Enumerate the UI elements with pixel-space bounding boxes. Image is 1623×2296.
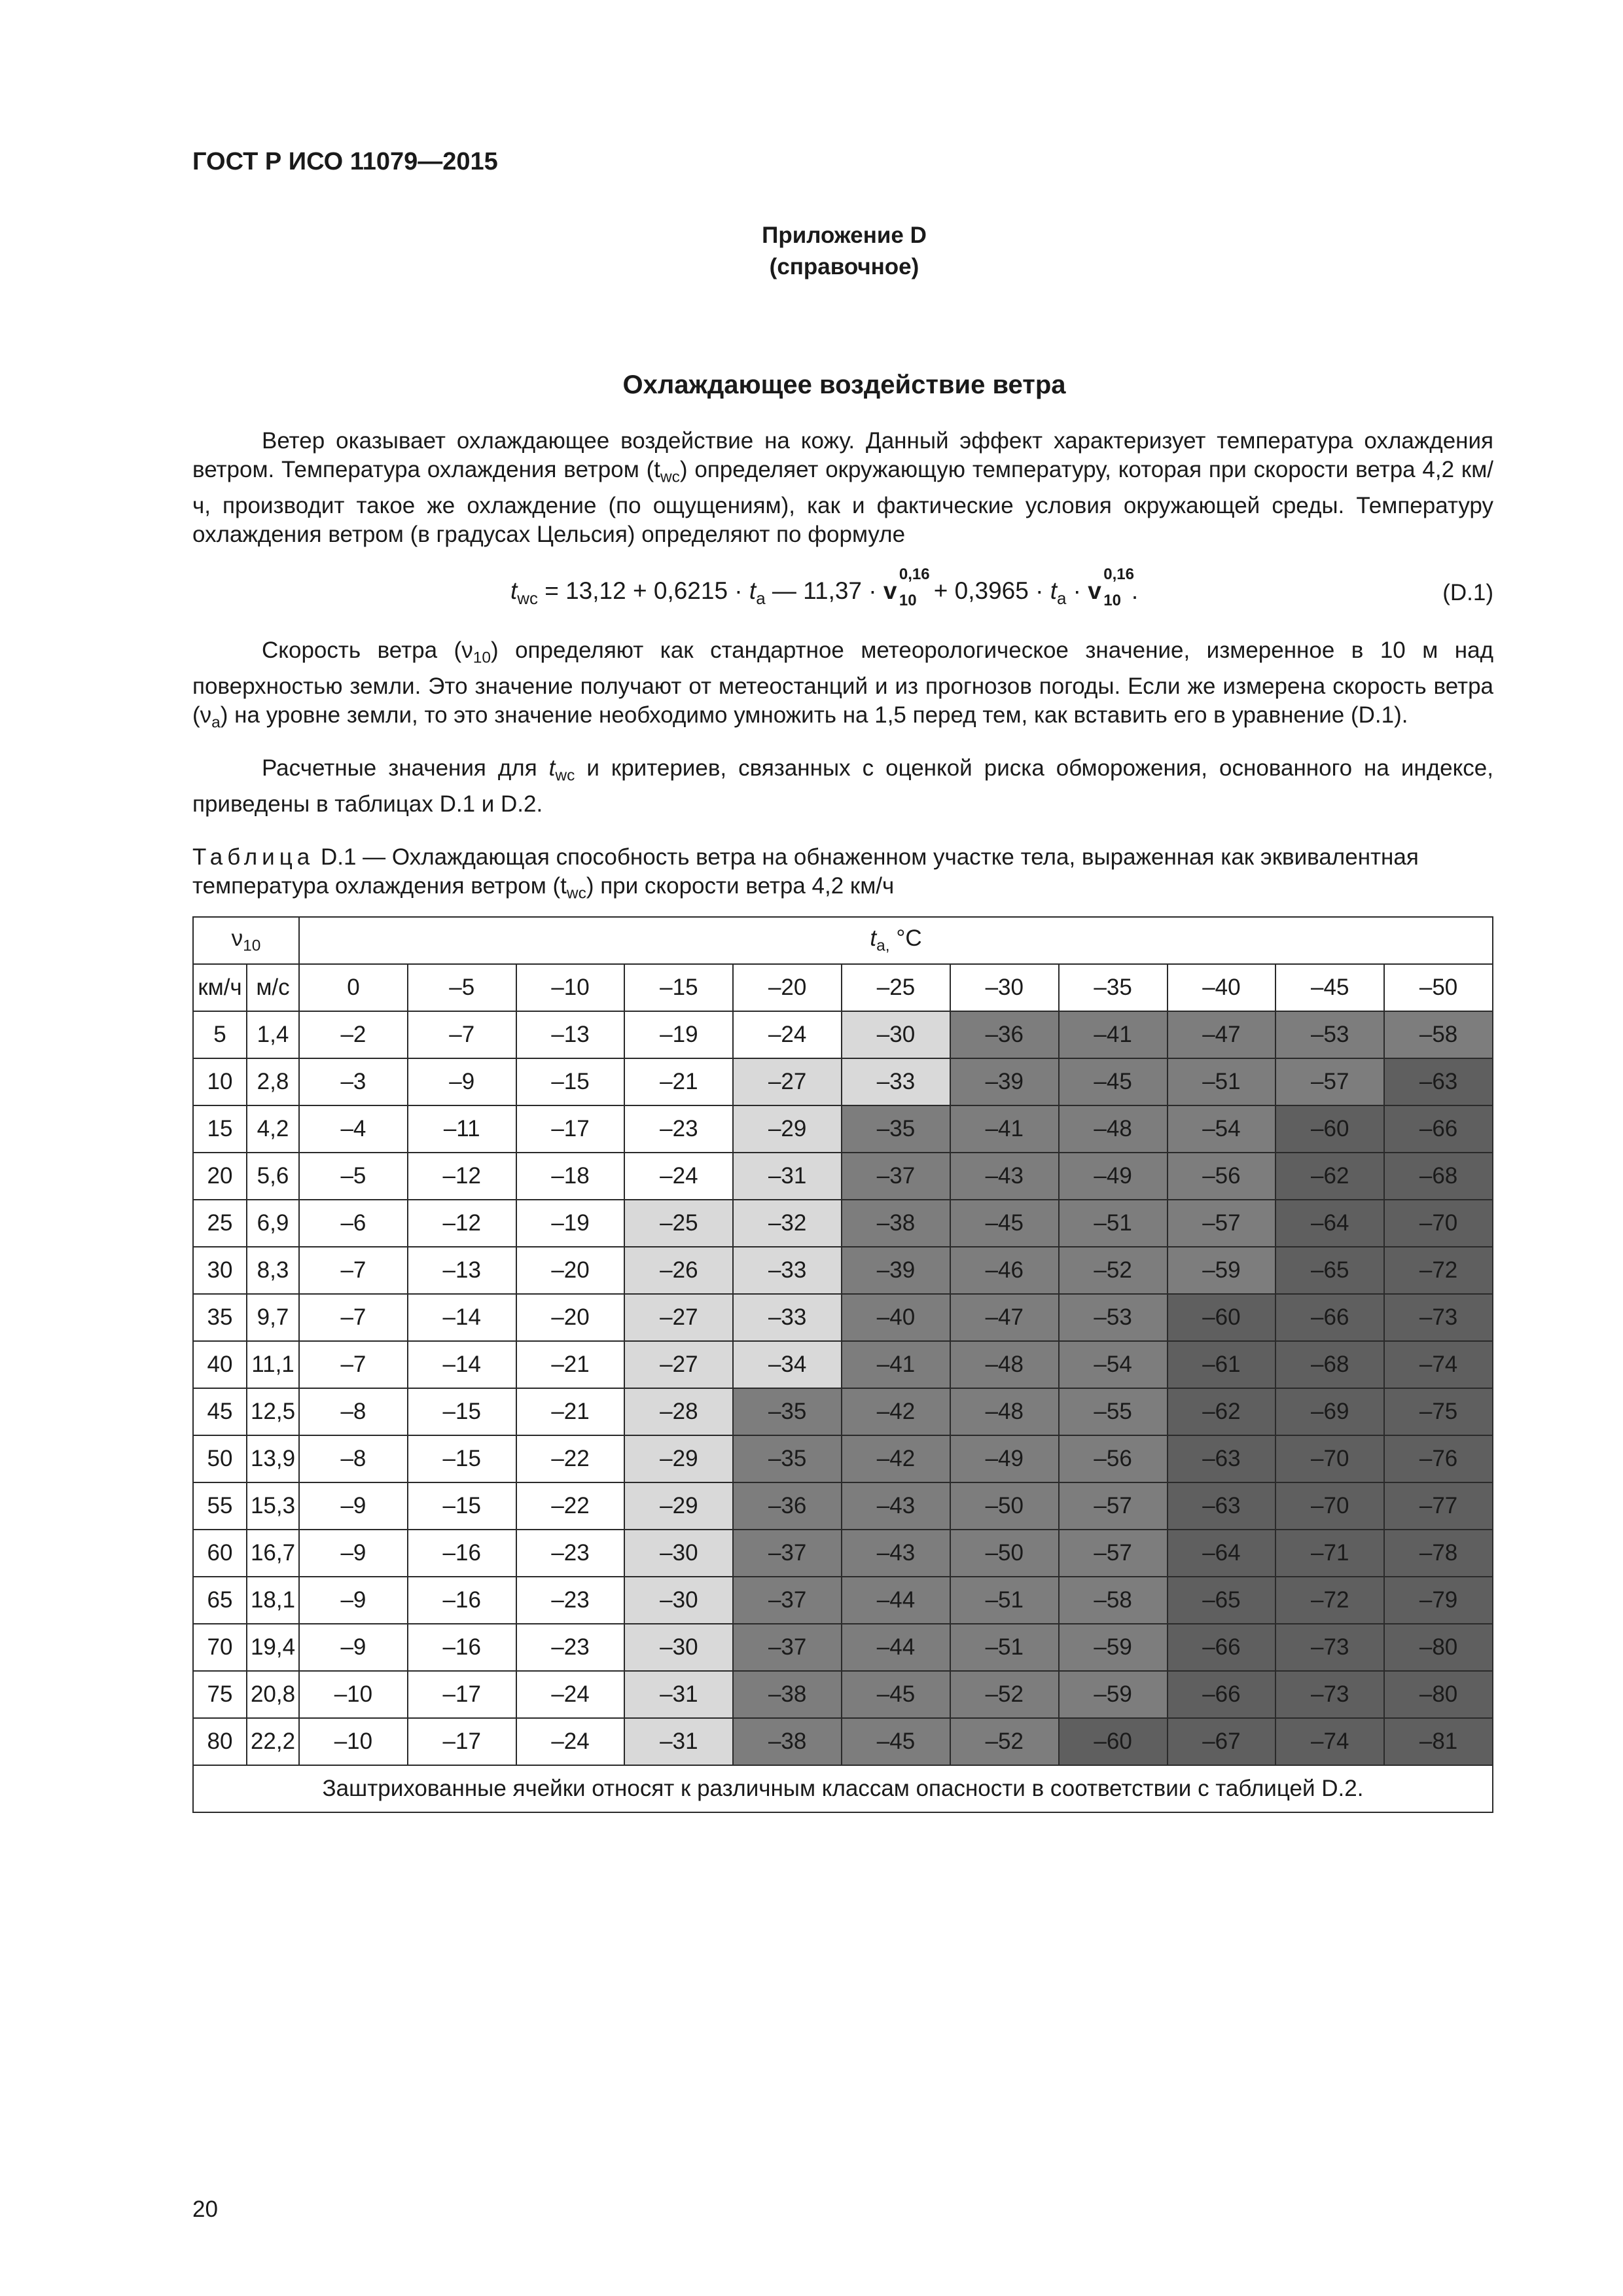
ms-cell: 22,2 (247, 1718, 299, 1765)
ms-cell: 16,7 (247, 1530, 299, 1577)
temp-header: 0 (299, 964, 408, 1011)
table-row (193, 1247, 1493, 1294)
wind-chill-cell: –26 (624, 1247, 733, 1294)
wind-chill-cell: –24 (516, 1718, 625, 1765)
table-row (193, 1482, 1493, 1530)
wind-chill-cell: –21 (516, 1341, 625, 1388)
wind-chill-cell: –47 (950, 1294, 1059, 1341)
wind-chill-cell: –12 (408, 1200, 516, 1247)
kmh-cell: 80 (193, 1718, 247, 1765)
wind-chill-cell: –25 (624, 1200, 733, 1247)
wind-chill-cell: –36 (950, 1011, 1059, 1058)
wind-chill-cell: –54 (1168, 1105, 1276, 1153)
kmh-cell: 60 (193, 1530, 247, 1577)
wind-chill-cell: –15 (408, 1388, 516, 1435)
wind-chill-cell: –31 (624, 1718, 733, 1765)
kmh-cell: 20 (193, 1153, 247, 1200)
wind-chill-cell: –13 (408, 1247, 516, 1294)
wind-chill-cell: –70 (1384, 1200, 1493, 1247)
wind-chill-cell: –40 (842, 1294, 950, 1341)
kmh-cell: 40 (193, 1341, 247, 1388)
wind-chill-cell: –9 (299, 1482, 408, 1530)
wind-chill-cell: –29 (733, 1105, 842, 1153)
ta-header: $t_{a,}$ °C (299, 917, 1493, 964)
ms-cell: 19,4 (247, 1624, 299, 1671)
wind-chill-cell: –70 (1275, 1482, 1384, 1530)
wind-chill-cell: –77 (1384, 1482, 1493, 1530)
wind-chill-cell: –66 (1168, 1671, 1276, 1718)
wind-chill-cell: –43 (842, 1530, 950, 1577)
wind-chill-cell: –27 (624, 1294, 733, 1341)
wind-chill-cell: –72 (1275, 1577, 1384, 1624)
table-header-row (193, 917, 1493, 964)
wind-chill-cell: –9 (408, 1058, 516, 1105)
wind-chill-cell: –51 (950, 1624, 1059, 1671)
wind-chill-cell: –66 (1168, 1624, 1276, 1671)
v10-header: $\nu_{10}$ (193, 917, 299, 964)
wind-chill-cell: –50 (950, 1530, 1059, 1577)
wind-chill-cell: –10 (299, 1718, 408, 1765)
kmh-cell: 75 (193, 1671, 247, 1718)
wind-chill-cell: –4 (299, 1105, 408, 1153)
wind-chill-cell: –37 (733, 1624, 842, 1671)
wind-chill-cell: –23 (624, 1105, 733, 1153)
kmh-cell: 30 (193, 1247, 247, 1294)
wind-chill-cell: –59 (1168, 1247, 1276, 1294)
kmh-cell: 25 (193, 1200, 247, 1247)
wind-chill-cell: –42 (842, 1388, 950, 1435)
wind-chill-cell: –44 (842, 1577, 950, 1624)
wind-chill-table (192, 916, 1493, 1813)
wind-chill-cell: –17 (408, 1718, 516, 1765)
table-row (193, 1388, 1493, 1435)
wind-chill-cell: –57 (1168, 1200, 1276, 1247)
wind-chill-cell: –56 (1059, 1435, 1168, 1482)
wind-chill-cell: –41 (1059, 1011, 1168, 1058)
kmh-header: км/ч (193, 964, 247, 1011)
page-number: 20 (192, 2197, 218, 2222)
kmh-cell: 70 (193, 1624, 247, 1671)
wind-chill-cell: –34 (733, 1341, 842, 1388)
wind-chill-cell: –22 (516, 1482, 625, 1530)
kmh-cell: 45 (193, 1388, 247, 1435)
table-row (193, 1530, 1493, 1577)
ms-cell: 20,8 (247, 1671, 299, 1718)
ms-cell: 8,3 (247, 1247, 299, 1294)
wind-chill-cell: –49 (1059, 1153, 1168, 1200)
wind-chill-cell: –35 (842, 1105, 950, 1153)
wind-chill-cell: –63 (1384, 1058, 1493, 1105)
wind-chill-cell: –57 (1059, 1530, 1168, 1577)
ms-cell: 9,7 (247, 1294, 299, 1341)
wind-chill-cell: –20 (516, 1294, 625, 1341)
wind-chill-cell: –62 (1168, 1388, 1276, 1435)
table-row (193, 1718, 1493, 1765)
wind-chill-cell: –7 (408, 1011, 516, 1058)
wind-chill-cell: –33 (733, 1294, 842, 1341)
ms-cell: 18,1 (247, 1577, 299, 1624)
table-subheader-row (193, 964, 1493, 1011)
ms-cell: 2,8 (247, 1058, 299, 1105)
wind-chill-cell: –62 (1275, 1153, 1384, 1200)
temp-header: –15 (624, 964, 733, 1011)
wind-chill-cell: –52 (950, 1718, 1059, 1765)
table-row (193, 1200, 1493, 1247)
wind-chill-cell: –29 (624, 1435, 733, 1482)
ms-cell: 5,6 (247, 1153, 299, 1200)
temp-header: –20 (733, 964, 842, 1011)
temp-header: –10 (516, 964, 625, 1011)
wind-chill-cell: –50 (950, 1482, 1059, 1530)
kmh-cell: 15 (193, 1105, 247, 1153)
wind-chill-cell: –41 (950, 1105, 1059, 1153)
wind-chill-cell: –16 (408, 1530, 516, 1577)
wind-chill-cell: –29 (624, 1482, 733, 1530)
wind-chill-cell: –70 (1275, 1435, 1384, 1482)
wind-chill-cell: –45 (950, 1200, 1059, 1247)
wind-chill-cell: –30 (624, 1577, 733, 1624)
wind-chill-cell: –48 (1059, 1105, 1168, 1153)
wind-chill-cell: –42 (842, 1435, 950, 1482)
wind-chill-cell: –3 (299, 1058, 408, 1105)
wind-chill-cell: –66 (1275, 1294, 1384, 1341)
wind-chill-cell: –65 (1275, 1247, 1384, 1294)
wind-chill-cell: –9 (299, 1530, 408, 1577)
wind-chill-cell: –71 (1275, 1530, 1384, 1577)
wind-chill-cell: –7 (299, 1247, 408, 1294)
formula-number: (D.1) (1442, 580, 1493, 605)
wind-chill-cell: –73 (1384, 1294, 1493, 1341)
wind-chill-cell: –6 (299, 1200, 408, 1247)
wind-chill-cell: –30 (842, 1011, 950, 1058)
ms-cell: 13,9 (247, 1435, 299, 1482)
wind-chill-cell: –58 (1059, 1577, 1168, 1624)
wind-chill-cell: –73 (1275, 1624, 1384, 1671)
kmh-cell: 5 (193, 1011, 247, 1058)
wind-chill-cell: –47 (1168, 1011, 1276, 1058)
temp-header: –30 (950, 964, 1059, 1011)
wind-chill-cell: –5 (299, 1153, 408, 1200)
kmh-cell: 50 (193, 1435, 247, 1482)
wind-chill-cell: –17 (516, 1105, 625, 1153)
wind-chill-cell: –8 (299, 1388, 408, 1435)
wind-chill-cell: –7 (299, 1341, 408, 1388)
paragraph-calculated-values: Расчетные значения для $t_{wc}$ и критериев, связанных с оценкой риска обморожения, основанного на индексе, приведены в таблицах D.1 и D.2. (192, 755, 1493, 817)
wind-chill-cell: –23 (516, 1577, 625, 1624)
wind-chill-cell: –16 (408, 1577, 516, 1624)
wind-chill-cell: –33 (733, 1247, 842, 1294)
wind-chill-cell: –52 (1059, 1247, 1168, 1294)
wind-chill-cell: –38 (733, 1718, 842, 1765)
wind-chill-cell: –59 (1059, 1671, 1168, 1718)
wind-chill-cell: –78 (1384, 1530, 1493, 1577)
temp-header: –40 (1168, 964, 1276, 1011)
wind-chill-cell: –15 (408, 1482, 516, 1530)
wind-chill-cell: –27 (733, 1058, 842, 1105)
wind-chill-cell: –81 (1384, 1718, 1493, 1765)
wind-chill-cell: –57 (1275, 1058, 1384, 1105)
table-footnote: Заштрихованные ячейки относят к различным классам опасности в соответствии с таблицей D.2. (193, 1765, 1493, 1812)
document-header: ГОСТ Р ИСО 11079—2015 (192, 148, 498, 175)
wind-chill-cell: –31 (733, 1153, 842, 1200)
wind-chill-cell: –23 (516, 1624, 625, 1671)
wind-chill-cell: –63 (1168, 1435, 1276, 1482)
table-footnote-row (193, 1765, 1493, 1812)
wind-chill-cell: –13 (516, 1011, 625, 1058)
wind-chill-cell: –67 (1168, 1718, 1276, 1765)
wind-chill-cell: –30 (624, 1624, 733, 1671)
wind-chill-cell: –63 (1168, 1482, 1276, 1530)
wind-chill-cell: –21 (624, 1058, 733, 1105)
ms-cell: 15,3 (247, 1482, 299, 1530)
wind-chill-cell: –65 (1168, 1577, 1276, 1624)
wind-chill-cell: –27 (624, 1341, 733, 1388)
wind-chill-cell: –28 (624, 1388, 733, 1435)
wind-chill-cell: –60 (1168, 1294, 1276, 1341)
wind-chill-cell: –9 (299, 1624, 408, 1671)
temp-header: –45 (1275, 964, 1384, 1011)
wind-chill-cell: –53 (1059, 1294, 1168, 1341)
wind-chill-cell: –55 (1059, 1388, 1168, 1435)
temp-header: –50 (1384, 964, 1493, 1011)
wind-chill-cell: –39 (842, 1247, 950, 1294)
wind-chill-cell: –38 (842, 1200, 950, 1247)
wind-chill-cell: –75 (1384, 1388, 1493, 1435)
wind-chill-cell: –48 (950, 1341, 1059, 1388)
wind-chill-cell: –66 (1384, 1105, 1493, 1153)
wind-chill-cell: –60 (1275, 1105, 1384, 1153)
wind-chill-cell: –11 (408, 1105, 516, 1153)
paragraph-wind-speed: Скорость ветра $(\nu_{10})$ определяют как стандартное метеорологическое значение, измеренное в 10 м над поверхностью земли. Это значение получают от метеостанций и из прогнозов погоды. Если же измерена скорость ветра $(\nu_a)$ на уровне земли, то это значение необходимо умножить на 1,5 перед тем, как вставить его в уравнение (D.1). (192, 637, 1493, 732)
wind-chill-cell: –57 (1059, 1482, 1168, 1530)
wind-chill-cell: –41 (842, 1341, 950, 1388)
wind-chill-cell: –53 (1275, 1011, 1384, 1058)
wind-chill-cell: –72 (1384, 1247, 1493, 1294)
wind-chill-cell: –8 (299, 1435, 408, 1482)
wind-chill-cell: –14 (408, 1294, 516, 1341)
wind-chill-cell: –76 (1384, 1435, 1493, 1482)
temp-header: –25 (842, 964, 950, 1011)
wind-chill-cell: –37 (842, 1153, 950, 1200)
wind-chill-cell: –74 (1275, 1718, 1384, 1765)
wind-chill-cell: –80 (1384, 1624, 1493, 1671)
wind-chill-cell: –22 (516, 1435, 625, 1482)
wind-chill-cell: –44 (842, 1624, 950, 1671)
kmh-cell: 35 (193, 1294, 247, 1341)
wind-chill-cell: –9 (299, 1577, 408, 1624)
wind-chill-cell: –43 (950, 1153, 1059, 1200)
wind-chill-cell: –64 (1168, 1530, 1276, 1577)
wind-chill-cell: –23 (516, 1530, 625, 1577)
wind-chill-cell: –51 (1059, 1200, 1168, 1247)
ms-header: м/с (247, 964, 299, 1011)
wind-chill-cell: –45 (1059, 1058, 1168, 1105)
wind-chill-cell: –56 (1168, 1153, 1276, 1200)
wind-chill-cell: –51 (950, 1577, 1059, 1624)
ms-cell: 11,1 (247, 1341, 299, 1388)
annex-title: Приложение D (762, 223, 927, 248)
table-row (193, 1058, 1493, 1105)
wind-chill-cell: –12 (408, 1153, 516, 1200)
wind-chill-cell: –39 (950, 1058, 1059, 1105)
wind-chill-cell: –54 (1059, 1341, 1168, 1388)
ms-cell: 4,2 (247, 1105, 299, 1153)
section-title: Охлаждающее воздействие ветра (622, 370, 1066, 399)
annex-type: (справочное) (769, 254, 919, 279)
wind-chill-cell: –79 (1384, 1577, 1493, 1624)
wind-chill-cell: –45 (842, 1671, 950, 1718)
wind-chill-cell: –51 (1168, 1058, 1276, 1105)
wind-chill-cell: –19 (624, 1011, 733, 1058)
wind-chill-cell: –52 (950, 1671, 1059, 1718)
wind-chill-cell: –33 (842, 1058, 950, 1105)
wind-chill-cell: –30 (624, 1530, 733, 1577)
kmh-cell: 55 (193, 1482, 247, 1530)
wind-chill-cell: –43 (842, 1482, 950, 1530)
table-row (193, 1105, 1493, 1153)
table-row (193, 1294, 1493, 1341)
wind-chill-cell: –21 (516, 1388, 625, 1435)
wind-chill-cell: –20 (516, 1247, 625, 1294)
paragraph-intro: Ветер оказывает охлаждающее воздействие на кожу. Данный эффект характеризует температура охлаждения ветром. Температура охлаждения ветром $(t_{wc})$ определяет окружающую температуру, которая при скорости ветра 4,2 км/ч, производит такое же охлаждение (по ощущениям), как и фактические условия окружающей среды. Температуру охлаждения ветром (в градусах Цельсия) определяют по формуле (192, 428, 1493, 548)
wind-chill-cell: –74 (1384, 1341, 1493, 1388)
wind-chill-cell: –61 (1168, 1341, 1276, 1388)
ms-cell: 1,4 (247, 1011, 299, 1058)
wind-chill-cell: –37 (733, 1530, 842, 1577)
kmh-cell: 10 (193, 1058, 247, 1105)
wind-chill-cell: –48 (950, 1388, 1059, 1435)
wind-chill-cell: –35 (733, 1435, 842, 1482)
wind-chill-cell: –14 (408, 1341, 516, 1388)
table-row (193, 1153, 1493, 1200)
wind-chill-cell: –59 (1059, 1624, 1168, 1671)
kmh-cell: 65 (193, 1577, 247, 1624)
wind-chill-cell: –58 (1384, 1011, 1493, 1058)
wind-chill-cell: –24 (516, 1671, 625, 1718)
wind-chill-cell: –15 (408, 1435, 516, 1482)
wind-chill-cell: –73 (1275, 1671, 1384, 1718)
wind-chill-cell: –37 (733, 1577, 842, 1624)
wind-chill-cell: –68 (1384, 1153, 1493, 1200)
wind-chill-cell: –60 (1059, 1718, 1168, 1765)
wind-chill-cell: –45 (842, 1718, 950, 1765)
wind-chill-cell: –69 (1275, 1388, 1384, 1435)
wind-chill-cell: –32 (733, 1200, 842, 1247)
temp-header: –35 (1059, 964, 1168, 1011)
wind-chill-cell: –7 (299, 1294, 408, 1341)
wind-chill-cell: –38 (733, 1671, 842, 1718)
wind-chill-cell: –49 (950, 1435, 1059, 1482)
temp-header: –5 (408, 964, 516, 1011)
table-row (193, 1341, 1493, 1388)
wind-chill-cell: –24 (624, 1153, 733, 1200)
wind-chill-cell: –16 (408, 1624, 516, 1671)
wind-chill-cell: –19 (516, 1200, 625, 1247)
formula-d1: $t_{wc} = 13,12 + 0,6215 \cdot t_a$ — 11,37 · v 0,16 10 + $0,3965 \cdot t_a \cdot v$ 0,16 10 . (510, 565, 1139, 609)
wind-chill-cell: –10 (299, 1671, 408, 1718)
table-row (193, 1011, 1493, 1058)
ms-cell: 12,5 (247, 1388, 299, 1435)
wind-chill-cell: –17 (408, 1671, 516, 1718)
ms-cell: 6,9 (247, 1200, 299, 1247)
wind-chill-cell: –46 (950, 1247, 1059, 1294)
wind-chill-cell: –64 (1275, 1200, 1384, 1247)
wind-chill-cell: –31 (624, 1671, 733, 1718)
table-row (193, 1671, 1493, 1718)
wind-chill-cell: –68 (1275, 1341, 1384, 1388)
wind-chill-cell: –18 (516, 1153, 625, 1200)
table-row (193, 1435, 1493, 1482)
table-row (193, 1624, 1493, 1671)
wind-chill-cell: –80 (1384, 1671, 1493, 1718)
wind-chill-cell: –24 (733, 1011, 842, 1058)
wind-chill-cell: –2 (299, 1011, 408, 1058)
table-row (193, 1577, 1493, 1624)
wind-chill-cell: –15 (516, 1058, 625, 1105)
wind-chill-cell: –35 (733, 1388, 842, 1435)
wind-chill-cell: –36 (733, 1482, 842, 1530)
table-caption: Таблица D.1 — Охлаждающая способность ветра на обнаженном участке тела, выраженная как эквивалентная температура охлаждения ветром $(t_{wc})$ при скорости ветра 4,2 км/ч (192, 844, 1419, 903)
